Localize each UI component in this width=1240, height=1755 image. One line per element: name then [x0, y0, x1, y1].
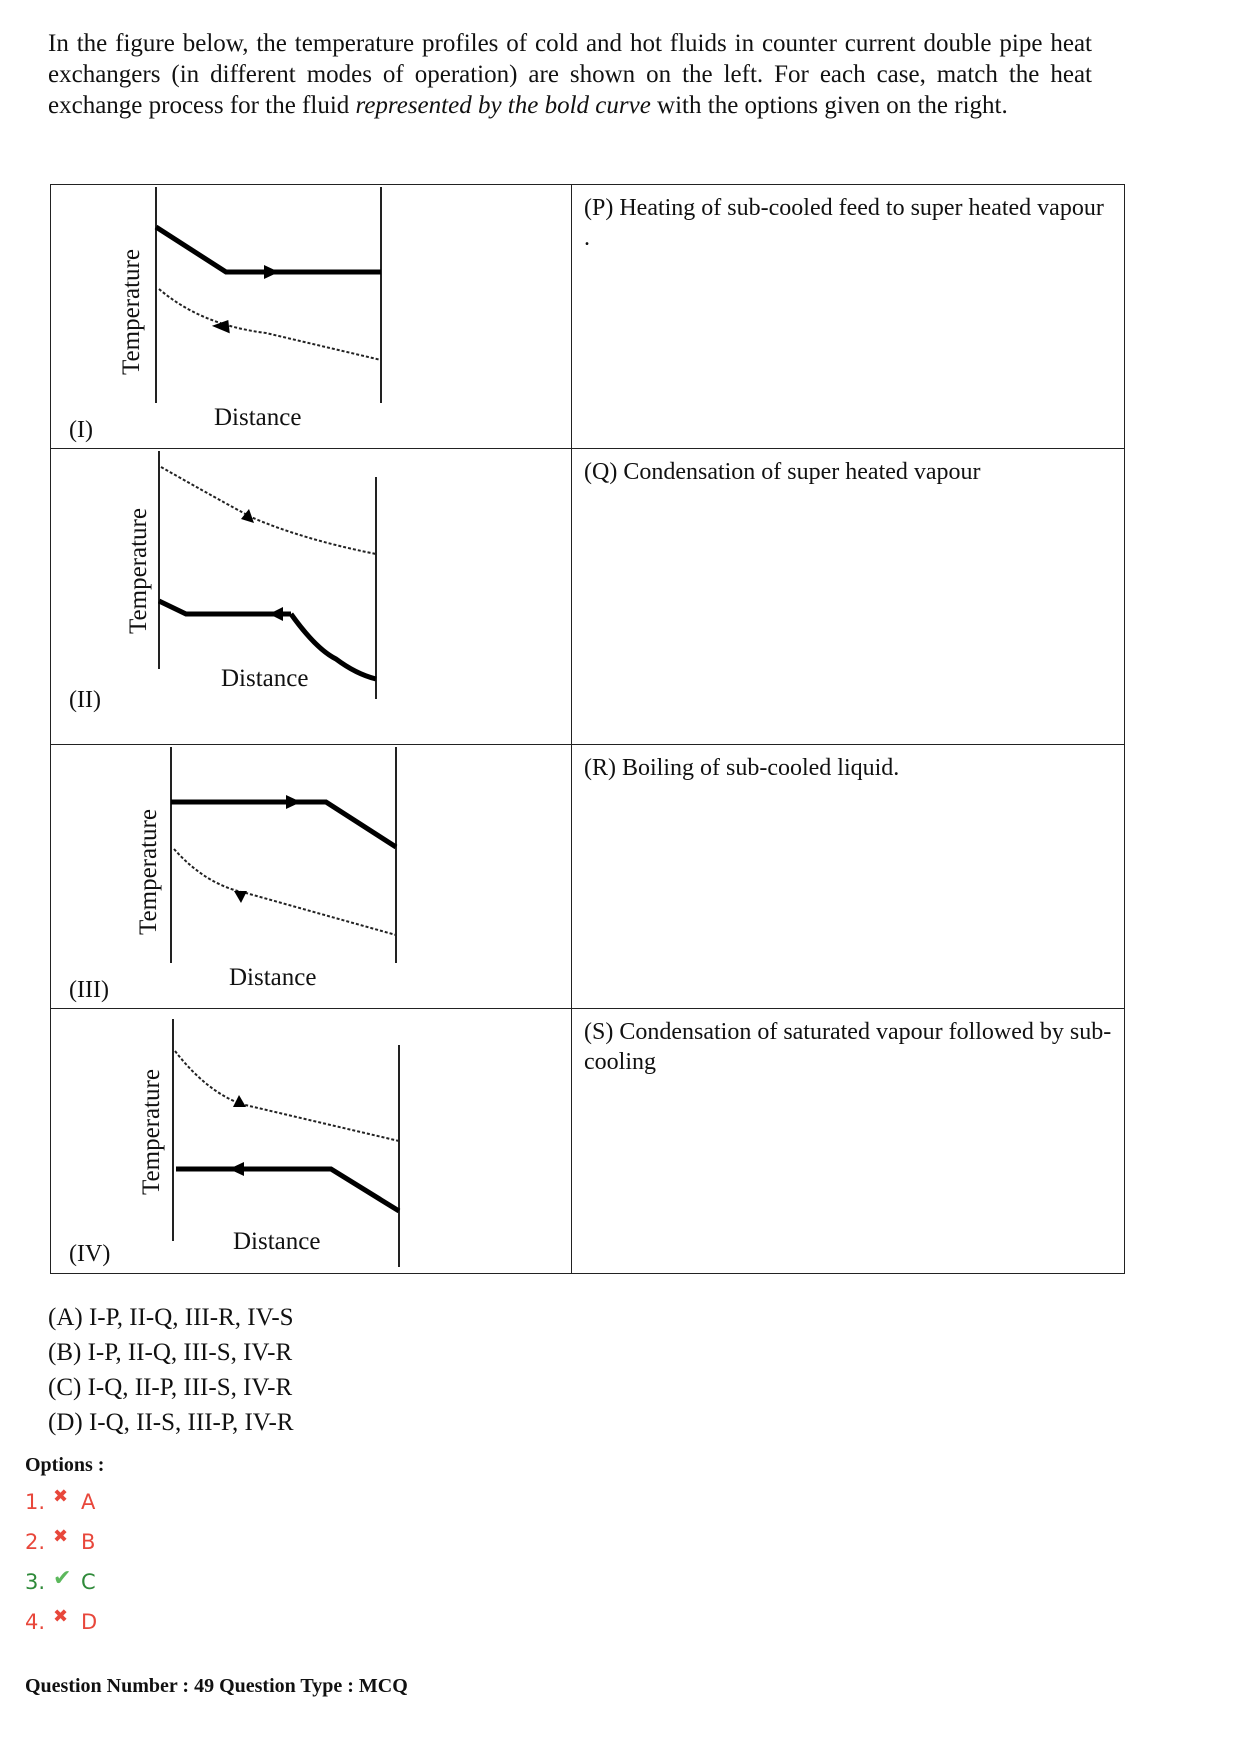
option-3[interactable]	[25, 1562, 97, 1602]
answer-choices	[48, 1300, 294, 1440]
case-label: (III)	[69, 977, 109, 1003]
question-part2: with the options given on the right.	[650, 92, 1008, 119]
process-cell: (Q) Condensation of super heated vapour	[572, 449, 1125, 745]
option-number: 3.	[25, 1570, 46, 1594]
question-footer: Question Number : 49 Question Type : MCQ	[25, 1675, 408, 1697]
choice-c: (C) I-Q, II-P, III-S, IV-R	[48, 1374, 293, 1401]
cross-icon: ✖	[53, 1605, 69, 1627]
y-axis-label: Temperature	[125, 508, 152, 634]
x-axis-label: Distance	[214, 404, 302, 431]
table-row	[51, 745, 1125, 1009]
table-row	[51, 185, 1125, 449]
option-2[interactable]	[25, 1522, 97, 1562]
option-1[interactable]	[25, 1482, 97, 1522]
options-list	[25, 1482, 97, 1642]
x-axis-label: Distance	[233, 1228, 321, 1255]
option-label: A	[81, 1490, 96, 1514]
choice-d: (D) I-Q, II-S, III-P, IV-R	[48, 1409, 294, 1436]
option-label: C	[81, 1570, 96, 1594]
figure-3	[51, 745, 571, 1009]
option-number: 1.	[25, 1490, 46, 1514]
flow-arrow	[269, 607, 283, 621]
case-label: (II)	[69, 687, 101, 713]
table-row	[51, 1009, 1125, 1274]
y-axis-label: Temperature	[118, 249, 145, 375]
option-number: 4.	[25, 1610, 46, 1634]
y-axis-label: Temperature	[135, 809, 162, 935]
option-label: D	[81, 1610, 98, 1634]
question-emphasis: represented by the bold curve	[355, 92, 651, 119]
flow-arrow	[264, 265, 279, 279]
flow-arrow	[216, 322, 228, 331]
table-row	[51, 449, 1125, 745]
figure-2	[51, 449, 571, 745]
cross-icon: ✖	[53, 1525, 69, 1547]
figure-cell-1	[51, 185, 572, 449]
figure-4	[51, 1009, 571, 1274]
question-text	[48, 28, 1092, 121]
flow-arrow	[286, 795, 301, 809]
match-table	[50, 184, 1125, 1274]
check-icon: ✔	[53, 1565, 72, 1591]
y-axis-label: Temperature	[138, 1069, 165, 1195]
option-4[interactable]	[25, 1602, 97, 1642]
figure-1	[51, 185, 571, 449]
flow-arrow	[241, 509, 254, 523]
x-axis-label: Distance	[229, 964, 317, 991]
options-heading: Options :	[25, 1454, 105, 1476]
option-number: 2.	[25, 1530, 46, 1554]
process-cell: (S) Condensation of saturated vapour followed by sub-cooling	[572, 1009, 1125, 1274]
case-label: (I)	[69, 417, 93, 443]
figure-cell-2	[51, 449, 572, 745]
flow-arrow	[234, 891, 247, 903]
figure-cell-3	[51, 745, 572, 1009]
process-cell: (P) Heating of sub-cooled feed to super heated vapour .	[572, 185, 1125, 449]
flow-arrow	[233, 1095, 246, 1107]
flow-arrow	[229, 1162, 244, 1176]
figure-cell-4	[51, 1009, 572, 1274]
choice-b: (B) I-P, II-Q, III-S, IV-R	[48, 1339, 293, 1366]
choice-a: (A) I-P, II-Q, III-R, IV-S	[48, 1304, 294, 1331]
x-axis-label: Distance	[221, 665, 309, 692]
case-label: (IV)	[69, 1241, 111, 1267]
cross-icon: ✖	[53, 1485, 69, 1507]
question-part1: In the figure below, the temperature profiles of cold and hot fluids in counter current double pipe heat exchangers (in different modes of operation) are shown on the left. For each case, match the heat exchange process for the fluid	[48, 30, 1092, 119]
process-cell: (R) Boiling of sub-cooled liquid.	[572, 745, 1125, 1009]
option-label: B	[81, 1530, 96, 1554]
